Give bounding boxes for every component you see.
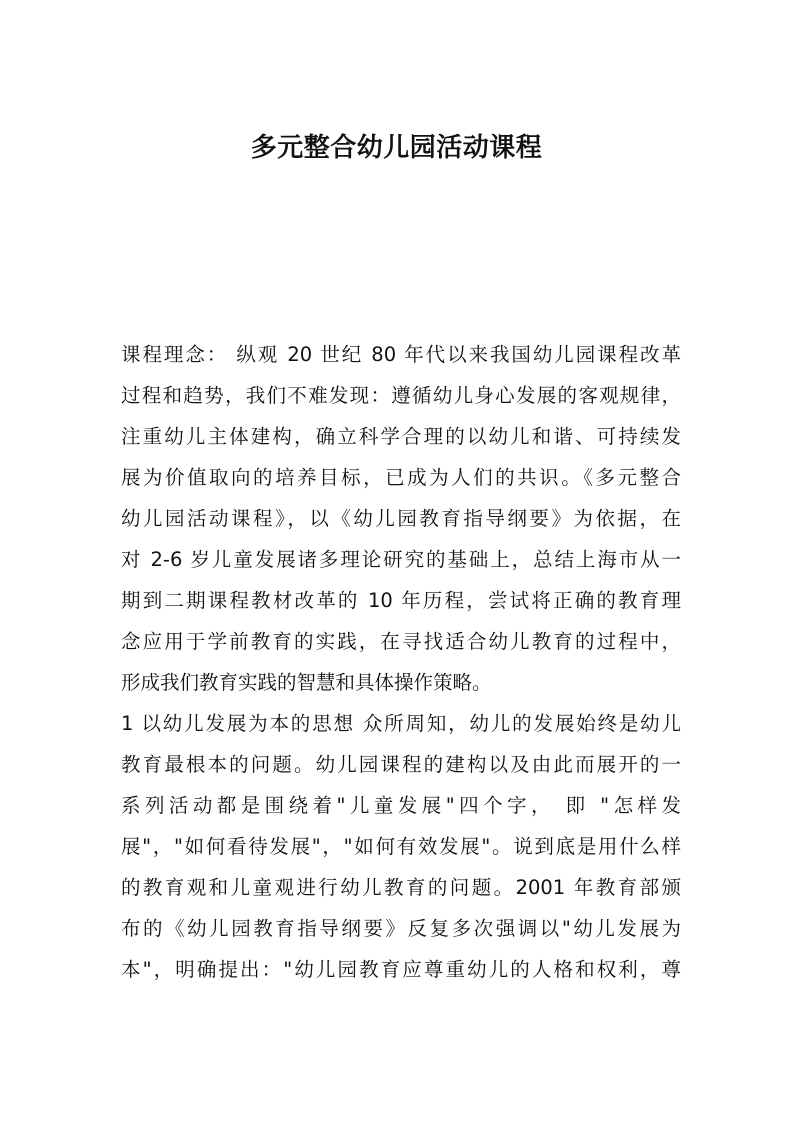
paragraph-line: 过程和趋势，我们不难发现：遵循幼儿身心发展的客观规律， [121,384,681,407]
paragraph-line: 形成我们教育实践的智慧和具体操作策略。 [121,671,492,694]
document-title: 多元整合幼儿园活动课程 [250,133,543,163]
paragraph-line: 课程理念： 纵观 20 世纪 80 年代以来我国幼儿园课程改革 [121,343,681,366]
paragraph-line: 布的《幼儿园教育指导纲要》反复多次强调以"幼儿发展为 [121,917,681,940]
paragraph-line: 注重幼儿主体建构，确立科学合理的以幼儿和谐、可持续发 [121,425,681,448]
paragraph-line: 展"，"如何看待发展"，"如何有效发展"。说到底是用什么样 [121,835,681,858]
paragraph-line: 教育最根本的问题。幼儿园课程的建构以及由此而展开的一 [121,753,681,776]
paragraph-line: 1 以幼儿发展为本的思想 众所周知，幼儿的发展始终是幼儿 [121,712,681,735]
paragraph-line: 对 2-6 岁儿童发展诸多理论研究的基础上，总结上海市从一 [121,548,681,571]
paragraph-line: 展为价值取向的培养目标，已成为人们的共识。《多元整合 [121,466,681,489]
document-body [121,334,681,990]
paragraph-line: 本"，明确提出："幼儿园教育应尊重幼儿的人格和权利，尊 [121,958,681,981]
paragraph-line: 念应用于学前教育的实践，在寻找适合幼儿教育的过程中， [121,630,681,653]
paragraph-line: 幼儿园活动课程》，以《幼儿园教育指导纲要》为依据，在 [121,507,681,530]
paragraph-line: 系列活动都是围绕着"儿童发展"四个字， 即 "怎样发 [121,794,681,817]
paragraph-line: 期到二期课程教材改革的 10 年历程，尝试将正确的教育理 [121,589,681,612]
paragraph-line: 的教育观和儿童观进行幼儿教育的问题。2001 年教育部颁 [121,876,681,899]
